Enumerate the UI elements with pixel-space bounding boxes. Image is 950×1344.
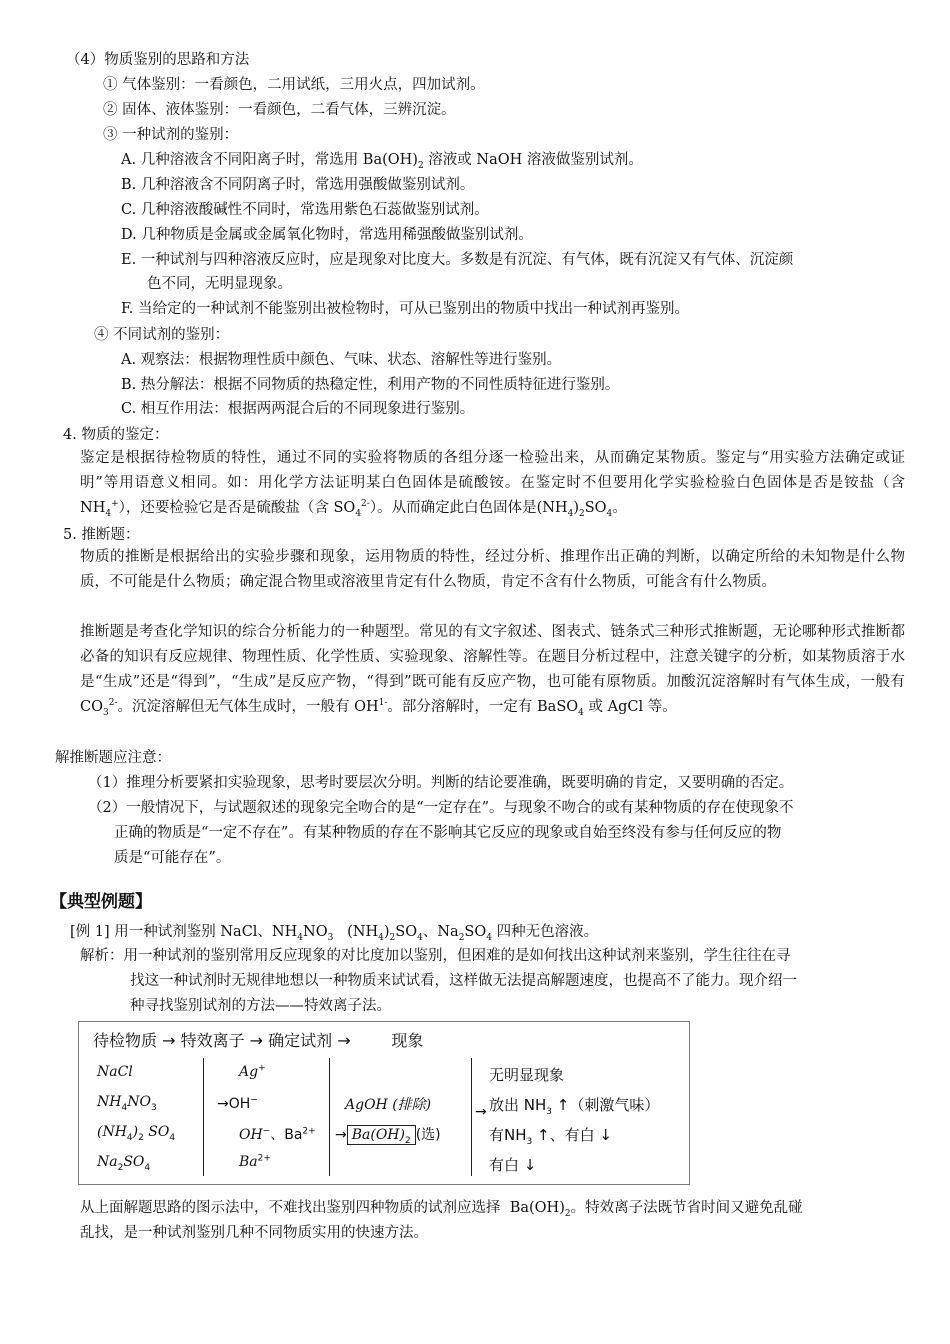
phenomenon-arrow: → xyxy=(475,1104,487,1120)
point-4-heading: 4. 物质的鉴定： xyxy=(63,427,169,443)
inference-paragraph-2: 推断题是考查化学知识的综合分析能力的一种题型。常见的有文字叙述、图表式、链条式三种形式推断题，无论哪种形式推断都必备的知识有反应规律、物理性质、化学性质、实验现象、溶解性等。在题目分析过程中，注意关键字的分析，如某物质溶于水是“生成”还是“得到”，“生成”是反应产物，“得到”既可能有反应产物，也可能有原物质。加酸沉淀溶解时有气体生成，一般有 $CO_3^{2-}$。沉淀溶解但无气体生成时，一般有 $OH^{1-}$。部分溶解时，一定有 BaSO$_4$ 或 AgCl 等。 xyxy=(80,624,905,718)
conclusion-line1: 从上面解题思路的图示法中，不难找出鉴别四种物质的试剂应选择 $Ba(OH)_2$。特效离子法既节省时间又避免乱碰 xyxy=(80,1200,803,1219)
single-reagent-d: D. 几种物质是金属或金属氧化物时，常选用稀强酸做鉴别试剂。 xyxy=(121,227,533,243)
phenomenon-white: 有白 ↓ xyxy=(489,1156,537,1174)
specific-ion-diagram xyxy=(78,1021,690,1185)
example-1-question: [例 1] 用一种试剂鉴别 NaCl、$NH_4NO_3$ $(NH_4)_2SO_4$、$Na_2SO_4$ 四种无色溶液。 xyxy=(70,924,599,943)
inference-paragraph-1: 物质的推断是根据给出的实验步骤和现象，运用物质的特性，经过分析、推理作出正确的判断，以确定所给的未知物是什么物质，不可能是什么物质；确定混合物里或溶液里肯定有什么物质，肯定不含有什么物质，可能含有什么物质。 xyxy=(80,549,905,590)
notes-heading: 解推断题应注意： xyxy=(55,750,171,766)
substance-na2so4: $Na_2SO_4$ xyxy=(97,1154,151,1173)
analysis-line3: 种寻找鉴别试剂的方法——特效离子法。 xyxy=(130,998,391,1014)
analysis-line1: 解析：用一种试剂的鉴别常用反应现象的对比度加以鉴别，但困难的是如何找出这种试剂来鉴别，学生往往在寻 xyxy=(80,948,791,964)
diagram-divider-2 xyxy=(329,1058,330,1176)
conclusion-line2: 乱找，是一种试剂鉴别几种不同物质实用的快速方法。 xyxy=(80,1225,428,1241)
single-reagent-e-line1: E. 一种试剂与四种溶液反应时，应是现象对比度大。多数是有沉淀、有气体，既有沉淀又有气体、沉淀颜 xyxy=(121,252,794,268)
reagent-agoh: AgOH (排除) xyxy=(345,1097,432,1113)
different-reagent-a: A. 观察法：根据物理性质中颜色、气味、状态、溶解性等进行鉴别。 xyxy=(121,352,562,368)
examples-heading: 【典型例题】 xyxy=(50,892,152,912)
substance-nacl: NaCl xyxy=(97,1064,133,1080)
single-reagent-heading: ③ 一种试剂的鉴别： xyxy=(103,127,239,143)
solid-liquid-identification: ② 固体、液体鉴别：一看颜色，二看气体，三辨沉淀。 xyxy=(103,102,456,118)
single-reagent-c: C. 几种溶液酸碱性不同时，常选用紫色石蕊做鉴别试剂。 xyxy=(121,202,489,218)
diagram-divider-1 xyxy=(203,1058,204,1176)
analysis-line2: 找这一种试剂时无规律地想以一种物质来试试看，这样做无法提高解题速度，也提高不了能力。现介绍一 xyxy=(130,973,797,989)
different-reagent-c: C. 相互作用法：根据两两混合后的不同现象进行鉴别。 xyxy=(121,401,475,417)
substance-nh4no3: $NH_4NO_3$ xyxy=(97,1094,157,1113)
note-2-line2: 正确的物质是“一定不存在”。有某种物质的存在不影响其它反应的现象或自始至终没有参与任何反应的物 xyxy=(114,825,782,841)
reagent-baoh2: → $Ba(OH)_2$ (选) xyxy=(335,1127,441,1146)
different-reagent-b: B. 热分解法：根据不同物质的热稳定性，利用产物的不同性质特征进行鉴别。 xyxy=(121,377,620,393)
ion-ag: Ag+ xyxy=(239,1063,266,1080)
phenomenon-nh3: 放出 $NH_3$ ↑（刺激气味） xyxy=(489,1096,660,1117)
different-reagent-heading: ④ 不同试剂的鉴别： xyxy=(94,327,230,343)
note-1: （1）推理分析要紧扣实验现象，思考时要层次分明。判断的结论要准确，既要明确的肯定，又要明确的否定。 xyxy=(88,775,794,791)
identification-paragraph: 鉴定是根据待检物质的特性，通过不同的实验将物质的各组分逐一检验出来，从而确定某物质。鉴定与“用实验方法确定或证明”等用语意义相同。如：用化学方法证明某白色固体是硫酸铵。在鉴定时不但要用化学实验检验白色固体是否是铵盐（含 $NH_4^+$），还要检验它是否是硫酸盐（含 $SO_4^{2-}$）。从而确定此白色固体是$(NH_4)_2SO_4$。 xyxy=(80,450,905,519)
note-2-line1: （2）一般情况下，与试题叙述的现象完全吻合的是“一定存在”。与现象不吻合的或有某种物质的存在使现象不 xyxy=(88,800,794,816)
selected-reagent-box: $Ba(OH)_2$ xyxy=(347,1125,416,1145)
diagram-divider-3 xyxy=(471,1058,472,1176)
single-reagent-a: A. 几种溶液含不同阳离子时，常选用 $Ba(OH)_2$ 溶液或 NaOH 溶液做鉴别试剂。 xyxy=(121,152,643,171)
single-reagent-f: F. 当给定的一种试剂不能鉴别出被检物时，可从已鉴别出的物质中找出一种试剂再鉴别。 xyxy=(121,301,690,317)
phenomenon-none: 无明显现象 xyxy=(489,1066,565,1084)
phenomenon-nh3-white: 有$NH_3$ ↑、有白 ↓ xyxy=(489,1126,612,1147)
ion-ba: $Ba^{2+}$ xyxy=(239,1153,271,1170)
point-5-heading: 5. 推断题： xyxy=(63,527,140,543)
note-2-line3: 质是“可能存在”。 xyxy=(114,850,231,866)
single-reagent-e-line2: 色不同，无明显现象。 xyxy=(147,276,292,292)
gas-identification: ① 气体鉴别：一看颜色，二用试纸，三用火点，四加试剂。 xyxy=(103,77,485,93)
ion-oh: →OH− xyxy=(217,1095,258,1112)
ion-oh-ba: OH−、$Ba^{2+}$ xyxy=(239,1126,316,1143)
diagram-header: 待检物质 → 特效离子 → 确定试剂 → 现象 xyxy=(93,1031,424,1050)
single-reagent-b: B. 几种溶液含不同阴离子时，常选用强酸做鉴别试剂。 xyxy=(121,177,475,193)
substance-nh4-2so4: $(NH_4)_2$ $SO_4$ xyxy=(97,1124,176,1143)
section-4-heading: （4）物质鉴别的思路和方法 xyxy=(66,52,250,68)
